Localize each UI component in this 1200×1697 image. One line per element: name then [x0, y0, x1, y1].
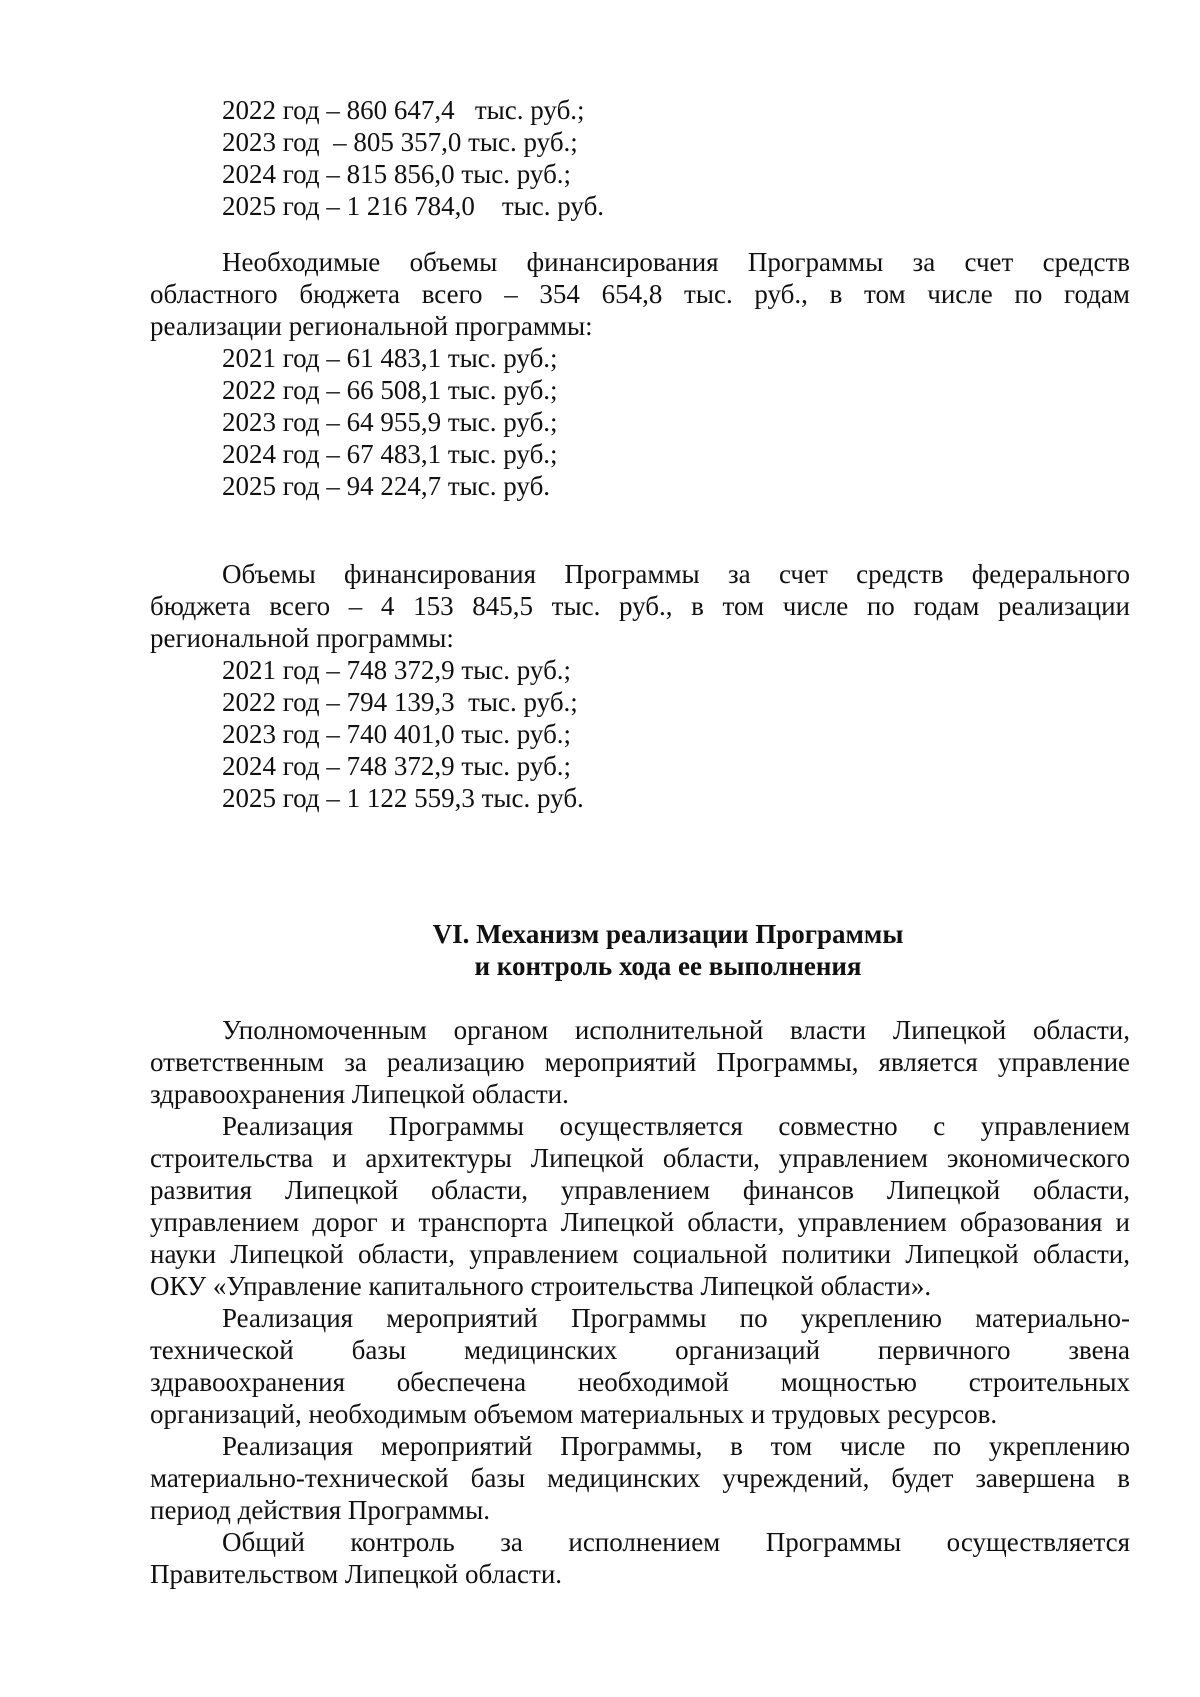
paragraph-line: Необходимые объемы финансирования Программы за счет средств: [222, 247, 1130, 277]
year-line: 2023 год – 64 955,9 тыс. руб.;: [222, 407, 558, 437]
paragraph-line: ОКУ «Управление капитального строительства Липецкой области».: [150, 1271, 932, 1301]
paragraph-line: областного бюджета всего – 354 654,8 тыс. руб., в том числе по годам: [150, 279, 1130, 309]
paragraph-line: управлением дорог и транспорта Липецкой области, управлением образования и: [150, 1207, 1130, 1237]
regional-budget-section: [150, 246, 1130, 502]
paragraph-line: развития Липецкой области, управлением финансов Липецкой области,: [150, 1175, 1130, 1205]
section-title-line1: VI. Механизм реализации Программы: [432, 919, 904, 949]
paragraph-line: Общий контроль за исполнением Программы осуществляется: [222, 1527, 1130, 1557]
year-line: 2024 год – 748 372,9 тыс. руб.;: [222, 751, 572, 781]
year-line: 2025 год – 1 122 559,3 тыс. руб.: [222, 783, 584, 813]
paragraph-line: Объемы финансирования Программы за счет средств федерального: [222, 559, 1130, 589]
paragraph-completion: [150, 1430, 1130, 1526]
paragraph-line: бюджета всего – 4 153 845,5 тыс. руб., в том числе по годам реализации: [150, 591, 1130, 621]
year-line: 2025 год – 94 224,7 тыс. руб.: [222, 471, 551, 501]
year-line: 2022 год – 860 647,4 тыс. руб.;: [222, 95, 585, 125]
paragraph-line: Реализация мероприятий Программы, в том числе по укреплению: [222, 1431, 1130, 1461]
paragraph-line: Уполномоченным органом исполнительной власти Липецкой области,: [222, 1015, 1130, 1045]
year-line: 2022 год – 794 139,3 тыс. руб.;: [222, 687, 578, 717]
top-year-list: [150, 94, 1130, 222]
paragraph-line: реализации региональной программы:: [150, 311, 593, 341]
paragraph-line: технической базы медицинских организаций первичного звена: [150, 1335, 1130, 1365]
paragraph-line: Реализация Программы осуществляется совместно с управлением: [222, 1111, 1130, 1141]
year-line: 2025 год – 1 216 784,0 тыс. руб.: [222, 191, 605, 221]
section-heading: [150, 918, 1130, 982]
paragraph-control: [150, 1526, 1130, 1590]
paragraph-resources: [150, 1302, 1130, 1430]
paragraph-line: здравоохранения обеспечена необходимой мощностью строительных: [150, 1367, 1130, 1397]
section-title-line2: и контроль хода ее выполнения: [474, 951, 862, 981]
paragraph-line: материально-технической базы медицинских учреждений, будет завершена в: [150, 1463, 1130, 1493]
year-line: 2021 год – 748 372,9 тыс. руб.;: [222, 655, 572, 685]
year-line: 2021 год – 61 483,1 тыс. руб.;: [222, 343, 558, 373]
paragraph-cooperation: [150, 1110, 1130, 1302]
year-line: 2024 год – 67 483,1 тыс. руб.;: [222, 439, 558, 469]
paragraph-line: Реализация мероприятий Программы по укреплению материально-: [222, 1303, 1130, 1333]
paragraph-line: ответственным за реализацию мероприятий Программы, является управление: [150, 1047, 1130, 1077]
paragraph-line: строительства и архитектуры Липецкой области, управлением экономического: [150, 1143, 1130, 1173]
paragraph-line: здравоохранения Липецкой области.: [150, 1079, 569, 1109]
federal-budget-section: [150, 558, 1130, 814]
paragraph-line: Правительством Липецкой области.: [150, 1559, 563, 1589]
paragraph-line: региональной программы:: [150, 623, 454, 653]
paragraph-line: период действия Программы.: [150, 1495, 491, 1525]
year-line: 2024 год – 815 856,0 тыс. руб.;: [222, 159, 572, 189]
year-line: 2022 год – 66 508,1 тыс. руб.;: [222, 375, 558, 405]
year-line: 2023 год – 805 357,0 тыс. руб.;: [222, 127, 578, 157]
paragraph-line: науки Липецкой области, управлением социальной политики Липецкой области,: [150, 1239, 1130, 1269]
paragraph-line: организаций, необходимым объемом материальных и трудовых ресурсов.: [150, 1399, 998, 1429]
year-line: 2023 год – 740 401,0 тыс. руб.;: [222, 719, 572, 749]
paragraph-authority: [150, 1014, 1130, 1110]
